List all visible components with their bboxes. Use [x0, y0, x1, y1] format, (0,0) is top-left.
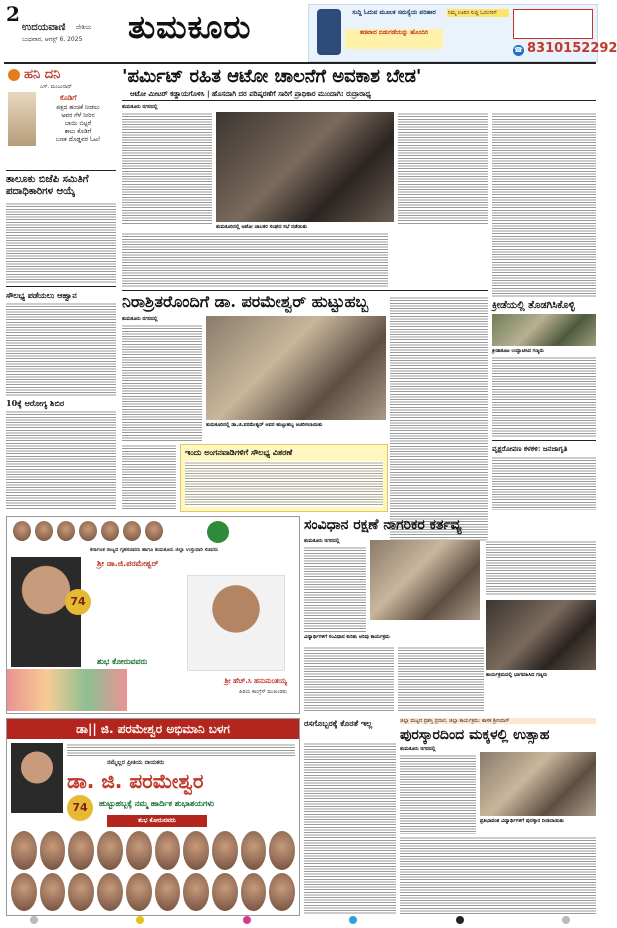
- ad1-age-badge: [65, 589, 91, 615]
- ad2-name: ಡಾ. ಜಿ. ಪರಮೇಶ್ವರ: [67, 769, 204, 793]
- left-story-1: [6, 202, 116, 284]
- main-story-col4: [122, 232, 388, 288]
- ad2-portrait: [11, 743, 63, 813]
- main-story-col2: [398, 112, 488, 224]
- avatar: [40, 831, 66, 870]
- flame-icon: [8, 69, 20, 81]
- city-masthead: ತುಮಕೂರು: [128, 8, 252, 46]
- avatar: [68, 831, 94, 870]
- honey-logo: [6, 66, 114, 86]
- const-story-col1: [304, 546, 366, 632]
- center-story-col1: [122, 324, 202, 442]
- divider: [122, 290, 488, 291]
- const-story-col2: [304, 646, 394, 712]
- byline: ತುಮಕೂರು ನಗರದಲ್ಲಿ: [400, 746, 436, 752]
- const-story-col3: [398, 646, 484, 712]
- divider: [122, 100, 596, 101]
- avatar: [241, 831, 267, 870]
- divider: [492, 440, 596, 441]
- ad1-caption: ಕರ್ನಾಟಕ ರಾಜ್ಯದ ಗೃಹಸಚಿವರು ಹಾಗೂ ತುಮಕೂರು ಜಿಲ್ಲಾ ಉಸ್ತುವಾರಿ ಸಚಿವರು: [89, 547, 219, 553]
- avatar: [123, 521, 141, 541]
- const-story-col4: [486, 540, 596, 596]
- byline: ತುಮಕೂರು ನಗರದಲ್ಲಿ: [122, 104, 158, 110]
- ad1-top-faces: [13, 521, 193, 543]
- left-story-2: [6, 302, 116, 396]
- ad-text-1: ಸುದ್ದಿ ಓದುವ ಮೂಲಕ ಸಮಸ್ಯೆಯ ಪರಿಹಾರ: [352, 9, 436, 16]
- ad1-sponsor-role: ಹಿರಿಯ ಕಾಂಗ್ರೆಸ್ ಮುಖಂಡರು: [239, 689, 287, 695]
- registration-dot: [349, 916, 357, 924]
- page-number: 2: [6, 2, 20, 26]
- registration-dot: [456, 916, 464, 924]
- ad2-text: [67, 743, 295, 757]
- ad2-grid: [11, 831, 295, 911]
- right-small-story: [492, 356, 596, 438]
- ad-logo-block: [513, 9, 593, 39]
- box-headline: ಇಂದು ಅಂಗನವಾಡಿಗಳಿಗೆ ಸೌಲಭ್ಯ ವಿತರಣೆ: [185, 447, 293, 457]
- avatar: [13, 521, 31, 541]
- left-story-3: [6, 410, 116, 510]
- poem-line: ಪಕ್ಷದ ಹಂಚಿಕೆ ನೀಡಲು: [56, 104, 100, 111]
- prize-headline: ಪುರಸ್ಕಾರದಿಂದ ಮಕ್ಕಳಲ್ಲಿ ಉತ್ಸಾಹ: [400, 727, 550, 743]
- poet-portrait: [8, 92, 36, 146]
- avatar: [35, 521, 53, 541]
- registration-marks: [30, 916, 570, 924]
- center-caption: ತುಮಕೂರಿನಲ್ಲಿ ಡಾ.ಜಿ.ಪರಮೇಶ್ವರ್ ಅವರ ಹುಟ್ಟುಹಬ್ಬ ಆಚರಿಸಲಾಯಿತು: [206, 422, 323, 428]
- avatar: [40, 873, 66, 912]
- divider: [6, 286, 116, 287]
- avatar: [126, 873, 152, 912]
- divider: [6, 170, 116, 171]
- party-hand-icon: [207, 521, 229, 543]
- avatar: [183, 831, 209, 870]
- main-subhead: ಆಟೋ ಮೀಟರ್ ಕಡ್ಡಾಯಗೊಳಿಸಿ | ಹೊಸದಾಗಿ ದರ ಪರಿಷ್ಕರಣೆಗೆ ಸಾರಿಗೆ ಪ್ರಾಧಿಕಾರ ಮುಂದಾಗಿ: ರುದ್ರಾರಾಧ್ಯ: [130, 90, 371, 98]
- left-headline-3: 10ಕ್ಕೆ ಆರೋಗ್ಯ ಶಿಬಿರ: [6, 398, 65, 408]
- avatar: [269, 831, 295, 870]
- center-headline: ನಿರಾಶ್ರಿತರೊಂದಿಗೆ ಡಾ. ಪರಮೇಶ್ವರ್ ಹುಟ್ಟುಹಬ್ಬ: [122, 292, 369, 311]
- poem-line: ಬಣಕ ದೊಡ್ಡವರ ಓಟ!: [55, 136, 101, 143]
- avatar: [126, 831, 152, 870]
- poem-line: ಕಾಲು ಕೊಡಿಗೆ: [64, 128, 92, 135]
- avatar: [183, 873, 209, 912]
- right-mid-headline: ವೃಕ್ಷರೋಪಣ ಕಳಕಳಿ: ಜನಜಾಗೃತಿ: [492, 444, 568, 453]
- right-small-photo: [492, 314, 596, 346]
- edition-suffix: ದೇಶಿಯ: [76, 24, 92, 31]
- ad1-wish: ಶುಭ ಕೋರುವವರು: [97, 657, 148, 666]
- center-story-col3: [122, 444, 176, 510]
- const-caption: ವಿದ್ಯಾರ್ಥಿಗಳಿಗೆ ಸಂವಿಧಾನ ಕುರಿತು ಅರಿವು ಕಾರ್ಯಕ್ರಮ: [304, 634, 390, 640]
- const-photo: [370, 540, 480, 620]
- ad2-footer: ಶುಭ ಕೋರುವವರು: [107, 815, 207, 827]
- byline: ತುಮಕೂರು ನಗರದಲ್ಲಿ: [122, 316, 158, 322]
- avatar: [269, 873, 295, 912]
- avatar: [97, 873, 123, 912]
- avatar: [11, 831, 37, 870]
- ad1-name: ಶ್ರೀ ಡಾ.ಜಿ.ಪರಮೇಶ್ವರ್: [97, 559, 159, 568]
- avatar: [155, 831, 181, 870]
- byline: ತುಮಕೂರು ನಗರದಲ್ಲಿ: [304, 538, 340, 544]
- avatar: [79, 521, 97, 541]
- main-story-col1: [122, 112, 212, 224]
- phone-illustration: [317, 9, 341, 55]
- ad2-sub: ನಮ್ಮೆಲ್ಲರ ಪ್ರೀತಿಯ ನಾಯಕರು: [107, 759, 165, 766]
- ad1-portrait-right: [187, 575, 285, 671]
- avatar: [68, 873, 94, 912]
- flower-decoration: [7, 669, 127, 711]
- masthead-ad[interactable]: [308, 4, 617, 62]
- date-line: ಬುಧವಾರ, ಆಗಸ್ಟ್ 6, 2025: [22, 36, 83, 43]
- right-mid-story: [492, 456, 596, 510]
- prize-caption: ಪ್ರತಿಭಾವಂತ ವಿದ್ಯಾರ್ಥಿಗಳಿಗೆ ಪುರಸ್ಕಾರ ನೀಡಲಾಯಿತು: [480, 818, 564, 824]
- left-headline-1: ತಾಲೂಕು ಬಿಜೆಪಿ ಸಮಿತಿಗೆ ಪದಾಧಿಕಾರಿಗಳ ಆಯ್ಕೆ: [6, 174, 89, 197]
- avatar: [101, 521, 119, 541]
- avatar: [212, 831, 238, 870]
- avatar: [11, 873, 37, 912]
- honey-logo-text: ಹನಿ ದನಿ: [24, 67, 61, 82]
- left-headline-2: ಸೌಲಭ್ಯ ಪಡೆಯಲು ಆಹ್ವಾನ: [6, 290, 77, 300]
- anganwadi-box: [180, 444, 388, 512]
- ad-text-3: ನಿಮ್ಮ ಊರಿನ ಸುದ್ದಿ ಓದುಗರಿಗೆ: [447, 9, 509, 17]
- registration-dot: [243, 916, 251, 924]
- ad1-sponsor: ಶ್ರೀ ಹೆಚ್.ಸಿ ಹನುಮಂತಯ್ಯ: [224, 677, 287, 685]
- ad-text-2: ತಡವಾದ ಬಿಡುಗಡೆಯನ್ನು ಹೊಂದಿರಿ: [345, 29, 443, 49]
- ad2-age: 74: [72, 801, 88, 814]
- box-story: [185, 461, 383, 507]
- main-photo: [216, 112, 394, 222]
- registration-dot: [562, 916, 570, 924]
- center-photo: [206, 316, 386, 420]
- avatar: [57, 521, 75, 541]
- avatar: [241, 873, 267, 912]
- prize-story-col1: [400, 754, 476, 834]
- prize-photo: [480, 752, 596, 816]
- birthday-ad-1[interactable]: [6, 516, 300, 714]
- ad-phone: 8310152292: [527, 41, 617, 56]
- avatar: [145, 521, 163, 541]
- masthead-rule: [4, 62, 596, 64]
- mid-small-story: [304, 742, 396, 914]
- center-story-col2: [390, 296, 488, 542]
- honey-author: ಎಸ್. ಮಂಜುನಾಥ್: [40, 84, 72, 90]
- honey-poem: [40, 104, 116, 144]
- main-story-col3: [492, 112, 596, 298]
- avatar: [97, 831, 123, 870]
- const-right-photo: [486, 600, 596, 670]
- avatar: [212, 873, 238, 912]
- registration-dot: [136, 916, 144, 924]
- ad1-age: 74: [70, 595, 86, 608]
- birthday-ad-2[interactable]: [6, 718, 300, 916]
- honey-title: ಕೊಡಿಗೆ: [60, 94, 77, 102]
- main-caption: ತುಮಕೂರಿನಲ್ಲಿ ಆಟೋ ಚಾಲಕರ ಸಂಘದ ಸಭೆ ನಡೆಯಿತು: [216, 224, 307, 230]
- ad2-banner: ಡಾ|| ಜಿ. ಪರಮೇಶ್ವರ ಅಭಿಮಾನಿ ಬಳಗ: [7, 719, 299, 739]
- poem-line: ಬಾಯಿ ಬಿಟ್ಟರೆ: [64, 120, 92, 127]
- prize-story-col2: [400, 836, 596, 914]
- paper-name: ಉದಯವಾಣಿ: [22, 22, 66, 33]
- registration-dot: [30, 916, 38, 924]
- bottom-top-line: ಜಿಲ್ಲಾ ಮಟ್ಟದ ಪ್ರಶಸ್ತಿ ಪ್ರದಾನ, ಜಿಲ್ಲಾ ಕಾರ್ಯಕ್ರಮ: ಶಾಸಕ ಶ್ರೀನಿವಾಸ್: [400, 718, 596, 724]
- avatar: [155, 873, 181, 912]
- right-small-headline: ಕ್ರೀಡೆಯಲ್ಲಿ ತೊಡಗಿಸಿಕೊಳ್ಳಿ: [492, 300, 575, 311]
- const-headline: ಸಂವಿಧಾನ ರಕ್ಷಣೆ ನಾಗರಿಕರ ಕರ್ತವ್ಯ: [304, 517, 462, 533]
- phone-icon: ☎: [514, 46, 523, 54]
- ad2-age-badge: [67, 795, 93, 821]
- const-right-caption: ಕಾರ್ಯಕ್ರಮದಲ್ಲಿ ಭಾಗವಹಿಸಿದ ಗಣ್ಯರು: [486, 672, 548, 678]
- right-small-caption: ಕ್ರೀಡಾಕೂಟ ಉದ್ಘಾಟಿಸಿದ ಗಣ್ಯರು: [492, 348, 544, 354]
- poem-line: ಅವರ ಗೆಳೆ ನೀರಿನ: [61, 112, 95, 119]
- main-headline: 'ಪರ್ಮಿಟ್ ರಹಿತ ಆಟೋ ಚಾಲನೆಗೆ ಅವಕಾಶ ಬೇಡ': [122, 66, 422, 87]
- mid-small-headline: ರಸಗೊಬ್ಬರಕ್ಕೆ ಕೊರತೆ ಇಲ್ಲ: [304, 718, 373, 728]
- ad2-wish: ಹುಟ್ಟುಹಬ್ಬಕ್ಕೆ ನಮ್ಮ ಹಾರ್ದಿಕ ಶುಭಾಶಯಗಳು: [99, 799, 215, 808]
